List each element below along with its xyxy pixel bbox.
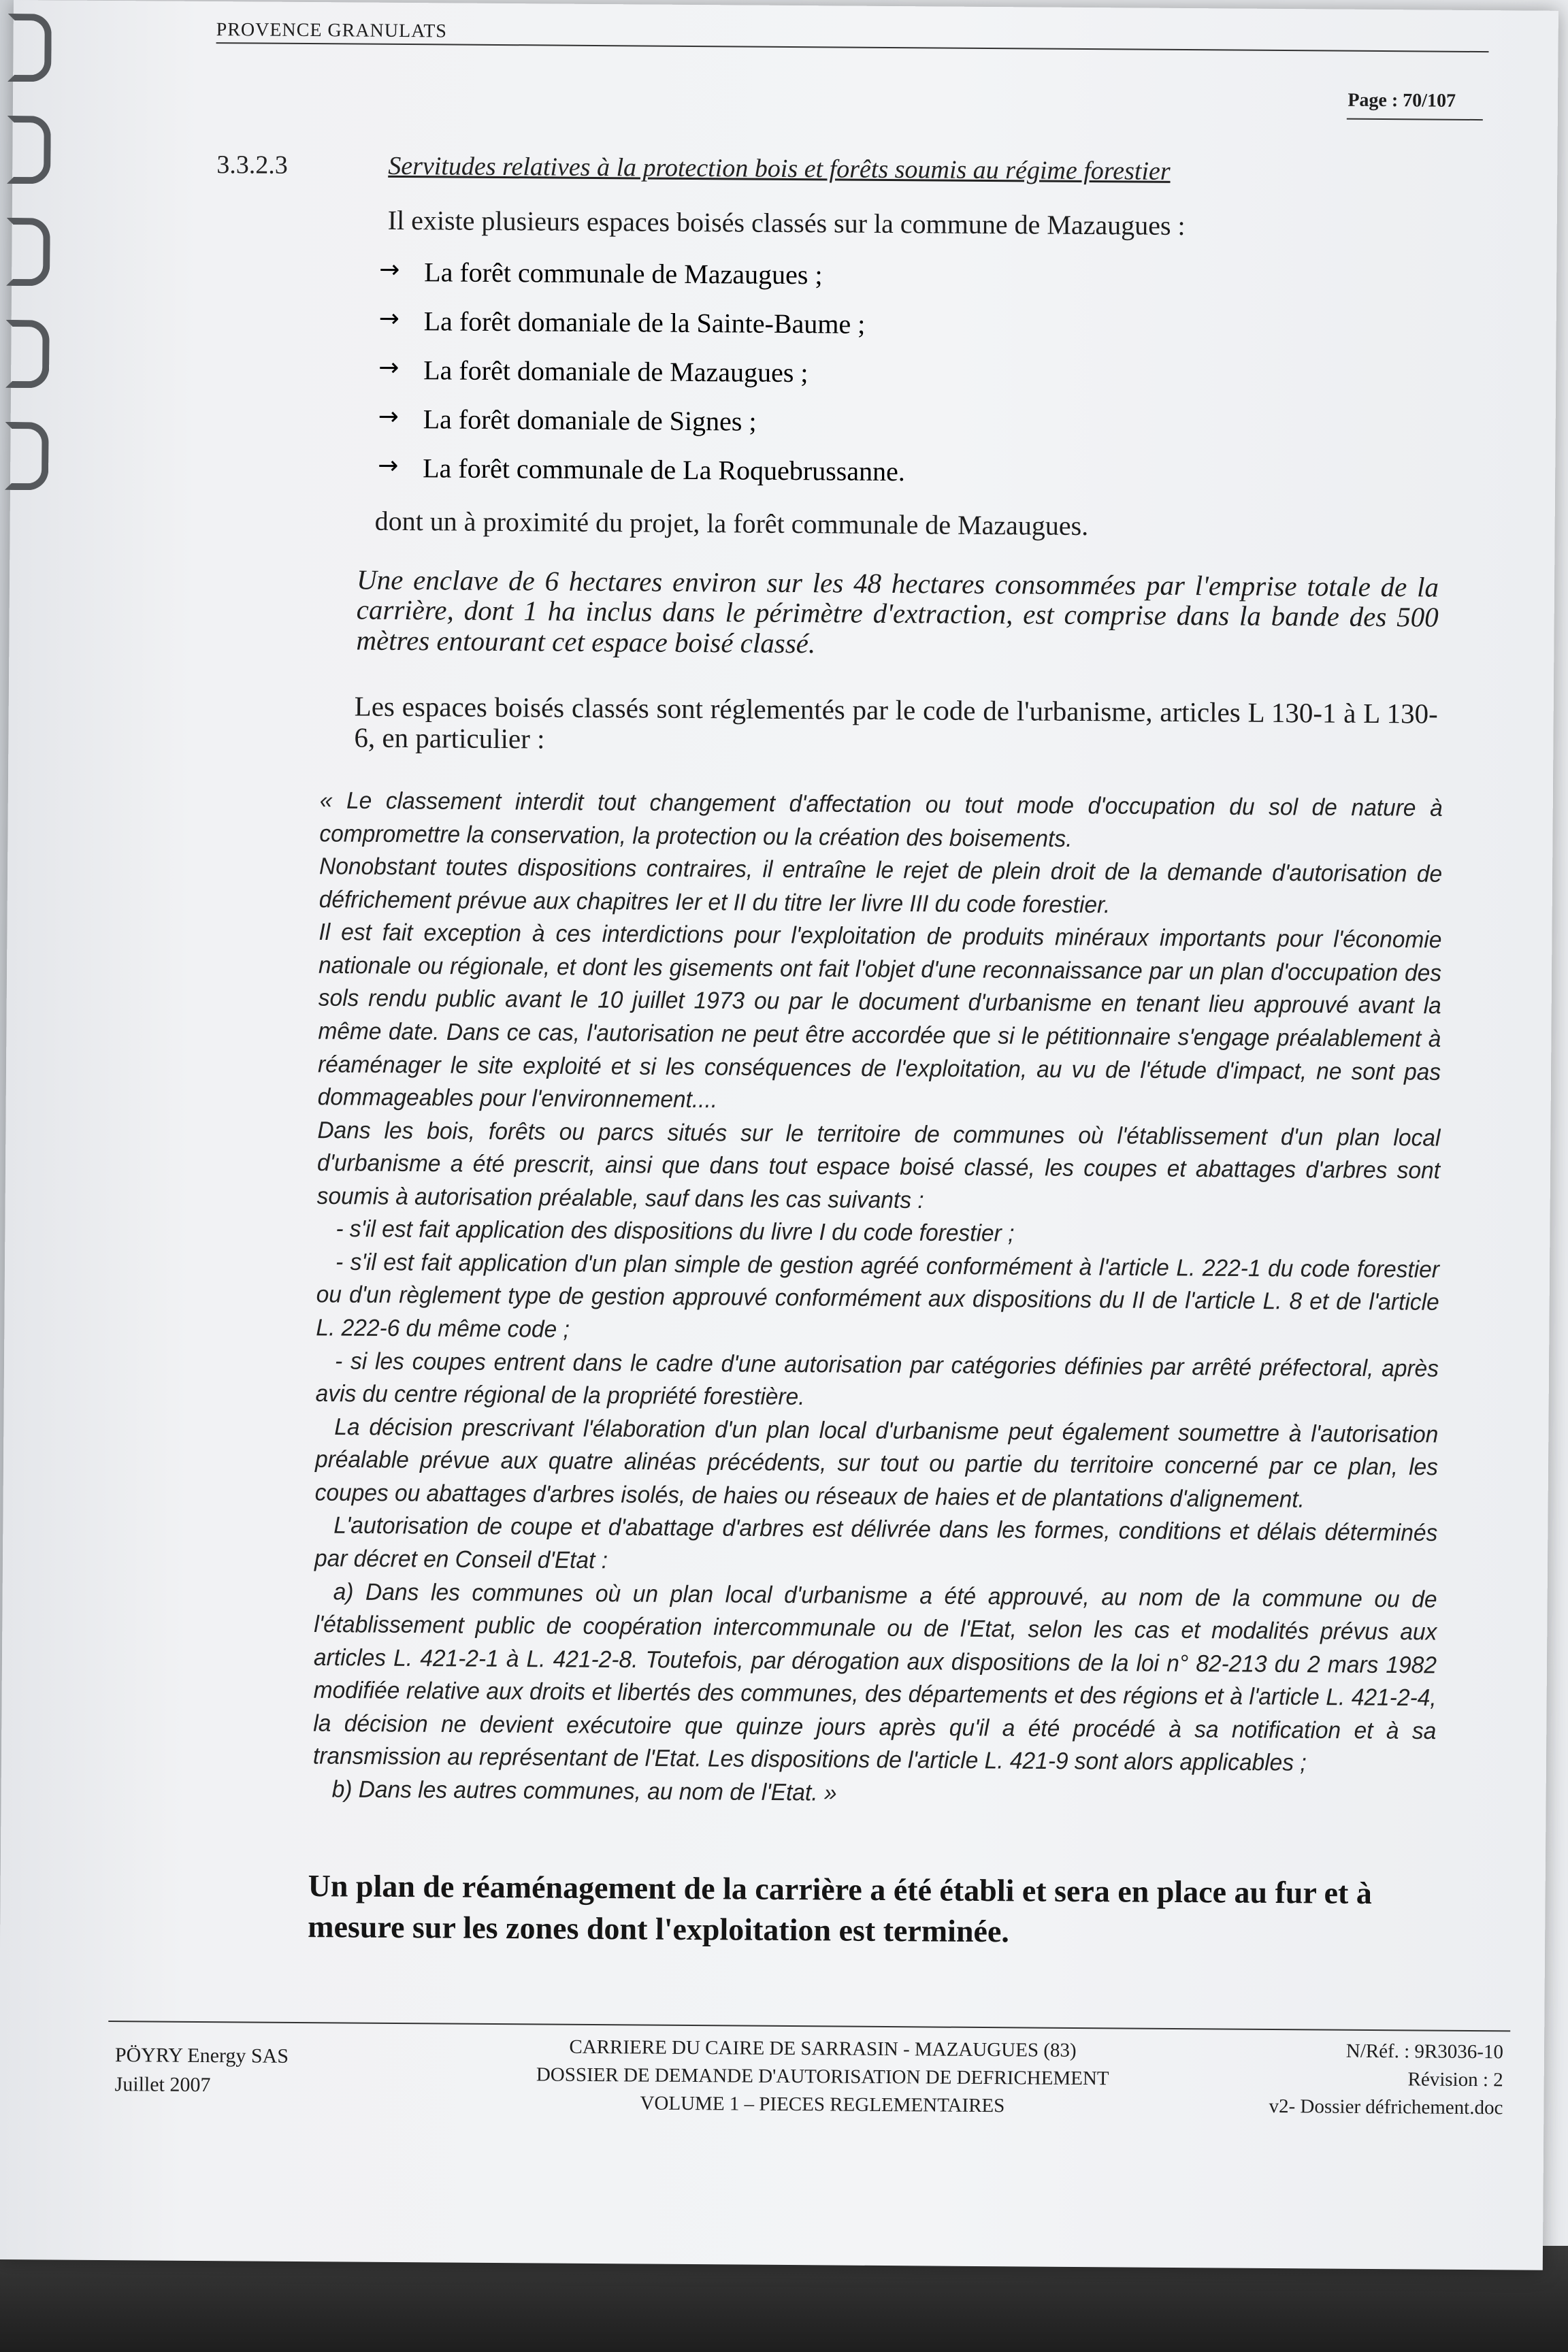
list-item-text: La forêt communale de La Roquebrussanne.	[423, 453, 905, 487]
footer-revision: Révision : 2	[1407, 2068, 1503, 2091]
footer-center	[448, 2033, 1197, 2122]
list-item-text: La forêt domaniale de Mazaugues ;	[423, 355, 808, 389]
nearby-forest-sentence: dont un à proximité du projet, la forêt communale de Mazaugues.	[374, 505, 1089, 542]
quote-paragraph: Nonobstant toutes dispositions contraires, il entraîne le rejet de plein droit de la demande d'autorisation de défrichement prévue aux chapitres Ier et II du titre Ier livre III du code forestier.	[318, 853, 1443, 919]
header-rule	[216, 42, 1489, 52]
arrow-icon: →	[378, 451, 399, 480]
rehabilitation-plan-paragraph: Un plan de réaménagement de la carrière a été établi et sera en place au fur et à mesure sur les zones dont l'exploitation est terminée.	[308, 1868, 1373, 1949]
footer-dossier: DOSSIER DE DEMANDE D'AUTORISATION DE DEFRICHEMENT	[536, 2063, 1109, 2090]
footer-left	[114, 2041, 289, 2100]
quote-paragraph: « Le classement interdit tout changement d'affectation ou tout mode d'occupation du sol de nature à compromettre la conservation, la protection ou la création des boisements.	[319, 787, 1443, 852]
binder-ring	[5, 422, 49, 490]
footer-project: CARRIERE DU CAIRE DE SARRASIN - MAZAUGUES (83)	[569, 2036, 1077, 2061]
quote-paragraph: Dans les bois, forêts ou parcs situés sur le territoire de communes où l'établissement d'un plan local d'urbanisme a été prescrit, ainsi que dans tout espace boisé classé, les coupes et abattages d'arbres sont soumis à autorisation préalable, sauf dans les cas suivants :	[316, 1117, 1441, 1214]
quote-paragraph: Il est fait exception à ces interdictions pour l'exploitation de produits minéraux importants pour l'économie nationale ou régionale, et dont les gisements ont fait l'objet d'une reconnaissance par un plan d'occupation des sols rendu public avant le 10 juillet 1973 ou par le document d'urbanisme en tenant lieu approuvé avant la même date. Dans ce cas, l'autorisation ne peut être accordée que si le pétitionnaire s'engage préalablement à réaménager le site exploité et si les conséquences de l'exploitation, au vu de l'étude d'impact, ne sont pas dommageables pour l'environnement....	[317, 919, 1442, 1113]
arrow-icon: →	[378, 402, 399, 431]
page-number-rule	[1347, 118, 1483, 120]
quote-paragraph: b) Dans les autres communes, au nom de l'Etat. »	[331, 1776, 837, 1806]
section-number: 3.3.2.3	[216, 150, 288, 180]
enclave-paragraph: Une enclave de 6 hectares environ sur les 48 hectares consommées par l'emprise totale de la carrière, dont 1 ha inclus dans le périmètre d'extraction, est comprise dans la bande des 500 mètres entourant cet espace boisé classé.	[356, 564, 1439, 659]
arrow-icon: →	[378, 304, 400, 333]
binder-ring	[7, 116, 51, 184]
binder-ring	[6, 218, 50, 286]
quote-paragraph: La décision prescrivant l'élaboration d'un plan local d'urbanisme peut également soumettre à l'autorisation préalable prévue aux quatre alinéas précédents, sur tout ou partie du territoire concerné par ce plan, les coupes ou abattages d'arbres isolés, de haies ou réseaux de haies et de plantations d'alignement.	[314, 1414, 1439, 1513]
list-item	[378, 452, 905, 504]
page-number: Page : 70/107	[1348, 89, 1456, 112]
quote-paragraph: - s'il est fait application des dispositions du livre I du code forestier ;	[336, 1216, 1015, 1247]
footer-company: PÖYRY Energy SAS	[114, 2044, 289, 2068]
quote-paragraph: a) Dans les communes où un plan local d'urbanisme a été approuvé, au nom de la commune ou de l'établissement public de coopération intercommunale ou de l'Etat, selon les cas et modalités prévus aux articles L. 421-2-1 à L. 421-2-8. Toutefois, par dérogation aux dispositions de la loi n° 82-213 du 2 mars 1982 modifiée relative aux droits et libertés des communes, des départements et des régions et à l'article L. 421-2-4, la décision ne devient exécutoire que quinze jours après qu'il a été procédé à sa notification et à sa transmission au représentant de l'Etat. Les dispositions de l'article L. 421-9 sont alors applicables ;	[312, 1578, 1437, 1777]
quote-paragraph: L'autorisation de coupe et d'abattage d'arbres est délivrée dans les formes, conditions et délais déterminés par décret en Conseil d'Etat :	[314, 1512, 1438, 1574]
footer-date: Juillet 2007	[114, 2072, 211, 2096]
footer-right	[1210, 2036, 1503, 2123]
list-item-text: La forêt domaniale de la Sainte-Baume ;	[423, 306, 866, 340]
list-item	[378, 403, 905, 455]
footer-reference: N/Réf. : 9R3036-10	[1345, 2040, 1504, 2063]
list-item	[379, 256, 906, 308]
header-company: PROVENCE GRANULATS	[216, 19, 448, 42]
footer-filename: v2- Dossier défrichement.doc	[1269, 2095, 1503, 2119]
quote-paragraph: - si les coupes entrent dans le cadre d'une autorisation par catégories définies par arrêté préfectoral, après avis du centre régional de la propriété forestière.	[315, 1348, 1439, 1411]
legal-quote	[312, 785, 1442, 1814]
footer-volume: VOLUME 1 – PIECES REGLEMENTAIRES	[640, 2092, 1005, 2117]
list-item	[378, 305, 906, 357]
section-title: Servitudes relatives à la protection bois et forêts soumis au régime forestier	[388, 151, 1171, 186]
list-item-text: La forêt communale de Mazaugues ;	[424, 257, 823, 291]
quote-paragraph: - s'il est fait application d'un plan simple de gestion agréé conformément à l'article L. 222-1 du code forestier ou d'un règlement type de gestion approuvé conformément aux dispositions du II de l'article L. 8 et de l'article L. 222-6 du même code ;	[316, 1249, 1440, 1343]
regulation-paragraph: Les espaces boisés classés sont réglementés par le code de l'urbanisme, articles L 130-1 à L 130-6, en particulier :	[354, 690, 1438, 755]
intro-paragraph: Il existe plusieurs espaces boisés classés sur la commune de Mazaugues :	[387, 204, 1186, 242]
list-item	[378, 354, 906, 406]
binder-ring	[5, 320, 50, 388]
footer-rule	[108, 2021, 1510, 2031]
arrow-icon: →	[378, 353, 399, 382]
forest-list	[378, 256, 906, 504]
list-item-text: La forêt domaniale de Signes ;	[423, 404, 757, 437]
arrow-icon: →	[379, 255, 400, 284]
binder-ring	[7, 14, 52, 82]
